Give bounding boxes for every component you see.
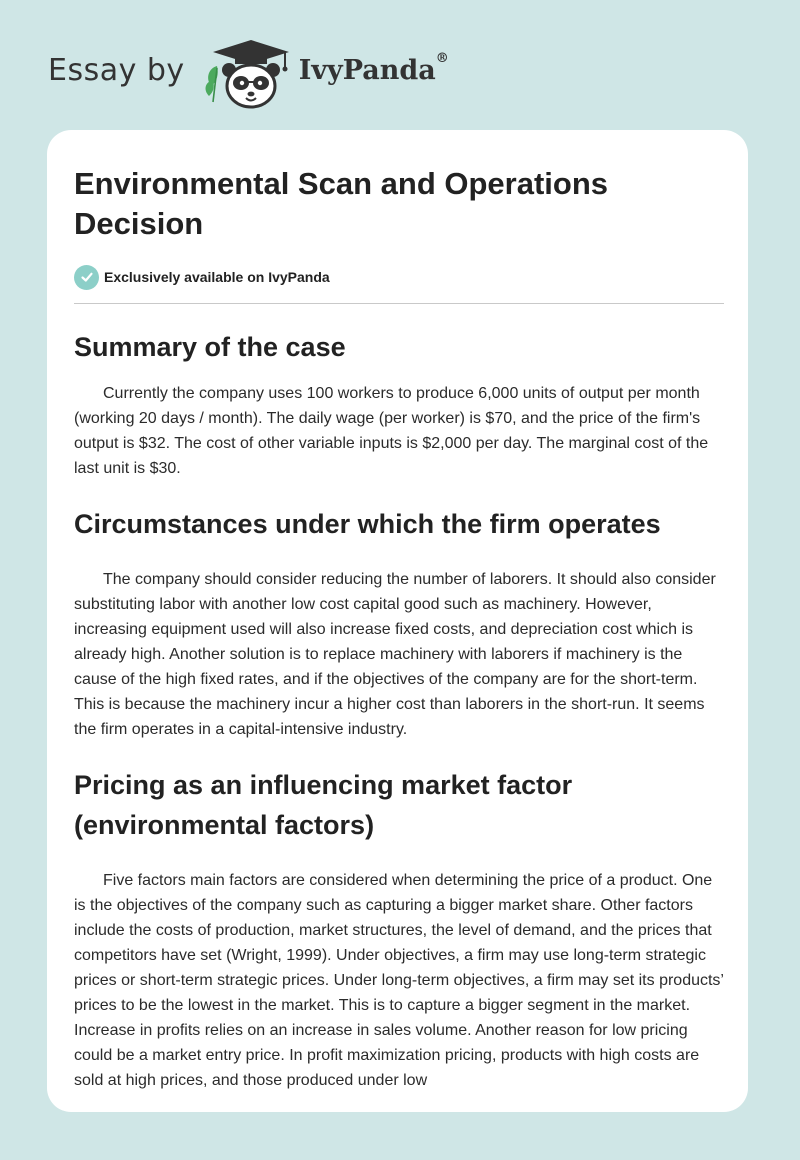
- section-heading-summary: Summary of the case: [74, 332, 346, 362]
- page-title: Environmental Scan and Operations Decision: [74, 166, 609, 241]
- exclusive-badge-text: Exclusively available on IvyPanda: [104, 269, 330, 285]
- essay-by-label: Essay by: [48, 52, 185, 88]
- essay-card: [47, 130, 748, 1112]
- brand-name[interactable]: IvyPanda®: [298, 50, 449, 86]
- divider: [74, 303, 724, 304]
- panda-logo-icon[interactable]: [201, 34, 295, 110]
- section-paragraph-circumstances: The company should consider reducing the number of laborers. It should also consider substituting labor with another low cost capital good such as machinery. However, increasing equipment used will also increase fixed costs, and depreciation cost which is already high. Another solution is to replace machinery with laborers if machinery is the cause of the high fixed rates, and if the objectives of the company are for the short-term. This is because the machinery incur a higher cost than laborers in the short-run. It seems the firm operates in a capital-intensive industry.: [74, 571, 716, 738]
- section-heading-pricing: Pricing as an influencing market factor (environmental factors): [74, 770, 573, 840]
- checkmark-icon: [74, 265, 99, 290]
- exclusive-badge: [74, 264, 724, 290]
- site-header: [48, 34, 449, 110]
- registered-mark: ®: [435, 50, 449, 66]
- essay-content: [74, 164, 724, 1093]
- section-paragraph-summary: Currently the company uses 100 workers to produce 6,000 units of output per month (working 20 days / month). The daily wage (per worker) is $70, and the price of the firm's output is $32. The cost of other variable inputs is $2,000 per day. The marginal cost of the last unit is $30.: [74, 385, 709, 477]
- section-heading-circumstances: Circumstances under which the firm operates: [74, 509, 661, 539]
- section-paragraph-pricing: Five factors main factors are considered when determining the price of a product. One is the objectives of the company such as capturing a bigger market share. Other factors include the costs of production, market structures, the level of demand, and the prices that competitors have set (Wright, 1999). Under objectives, a firm may use long-term strategic prices or short-term strategic prices. Under long-term objectives, a firm may set its products’ prices to be the lowest in the market. This is to capture a bigger segment in the market. Increase in profits relies on an increase in sales volume. Another reason for low pricing could be a market entry price. In profit maximization pricing, products with high costs are sold at high prices, and those produced under low: [74, 872, 724, 1089]
